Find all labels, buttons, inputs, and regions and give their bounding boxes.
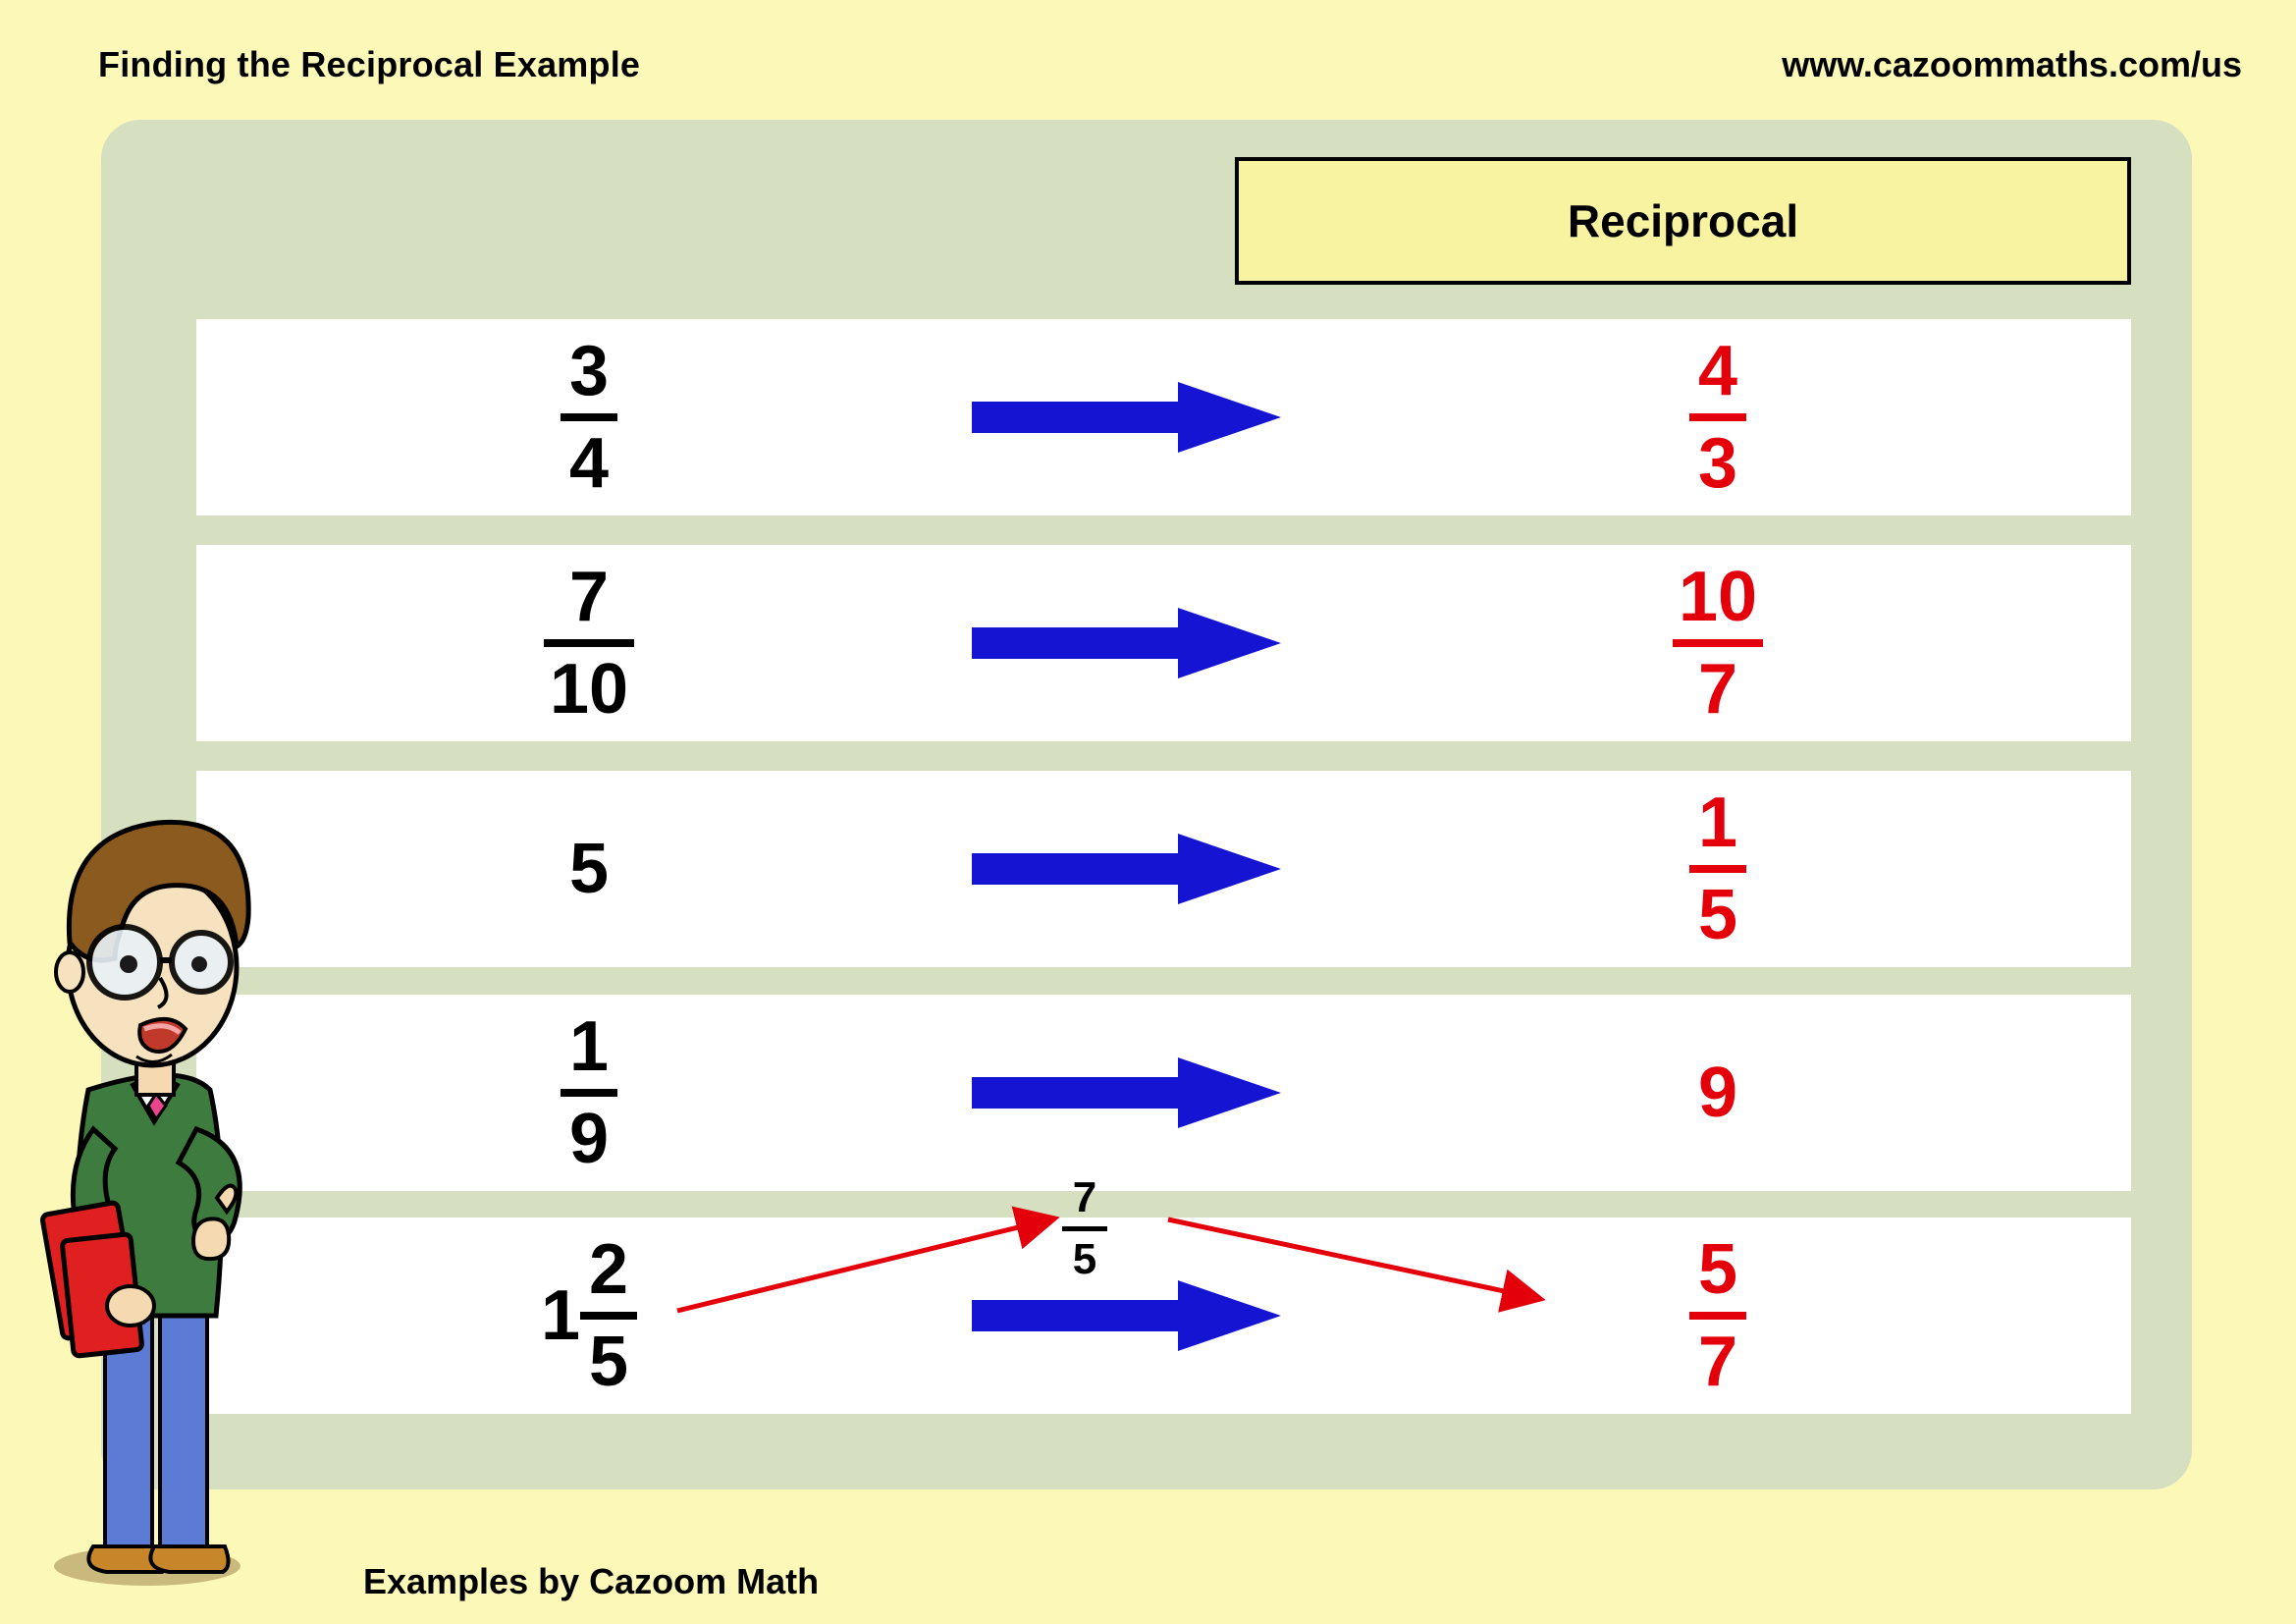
- row-5-denominator: 5: [588, 1323, 629, 1401]
- blue-right-arrow-icon: [972, 830, 1281, 908]
- annotation-denominator: 5: [1072, 1235, 1097, 1283]
- blue-right-arrow-icon: [972, 378, 1281, 457]
- row-1-recip-numerator: 4: [1697, 332, 1738, 410]
- row-1-reciprocal-value: [1472, 319, 1963, 515]
- row-3-recip-numerator: 1: [1697, 784, 1738, 862]
- page-title: Finding the Reciprocal Example: [98, 44, 641, 84]
- row-1-recip-denominator: 3: [1697, 424, 1738, 503]
- blue-right-arrow-icon: [972, 604, 1281, 682]
- row-3-reciprocal-value: [1472, 771, 1963, 967]
- blue-right-arrow-icon: [972, 1054, 1281, 1132]
- row-4-numerator: 1: [568, 1007, 610, 1086]
- row-2-original-value: [196, 545, 982, 741]
- fraction-bar-icon: [1673, 639, 1763, 647]
- row-1-denominator: 4: [568, 424, 610, 503]
- table-row: [196, 545, 2131, 741]
- row-5-numerator: 2: [588, 1230, 629, 1309]
- row-2-denominator: 10: [549, 650, 629, 729]
- row-5-whole-part: 1: [540, 1276, 581, 1355]
- fraction-bar-icon: [561, 413, 617, 421]
- table-row: [196, 319, 2131, 515]
- row-5-recip-numerator: 5: [1697, 1230, 1738, 1309]
- row-4-recip-whole-number: 9: [1697, 1054, 1738, 1132]
- row-3-recip-denominator: 5: [1697, 876, 1738, 954]
- fraction-bar-icon: [1689, 865, 1746, 873]
- annotation-numerator: 7: [1072, 1173, 1097, 1221]
- table-row: [196, 771, 2131, 967]
- row-5-recip-denominator: 7: [1697, 1323, 1738, 1401]
- row-3-whole-number: 5: [568, 830, 610, 908]
- fraction-bar-icon: [1689, 1312, 1746, 1320]
- cartoon-teacher-illustration: [34, 776, 329, 1591]
- row-4-denominator: 9: [568, 1100, 610, 1178]
- row-1-numerator: 3: [568, 332, 610, 410]
- row-2-numerator: 7: [568, 558, 610, 636]
- fraction-bar-icon: [561, 1089, 617, 1097]
- row-2-recip-denominator: 7: [1697, 650, 1738, 729]
- row-2-recip-numerator: 10: [1678, 558, 1758, 636]
- improper-fraction-annotation: [1062, 1173, 1107, 1284]
- row-1-original-value: [196, 319, 982, 515]
- row-2-reciprocal-value: [1472, 545, 1963, 741]
- fraction-bar-icon: [1062, 1226, 1107, 1231]
- column-header-label: Reciprocal: [1567, 195, 1799, 246]
- fraction-bar-icon: [544, 639, 634, 647]
- fraction-bar-icon: [1689, 413, 1746, 421]
- footer-credit: Examples by Cazoom Math: [363, 1561, 820, 1601]
- column-header-reciprocal: [1235, 157, 2131, 285]
- red-annotation-arrows-icon: [589, 1159, 1669, 1335]
- website-url: www.cazoommaths.com/us: [1782, 44, 2242, 84]
